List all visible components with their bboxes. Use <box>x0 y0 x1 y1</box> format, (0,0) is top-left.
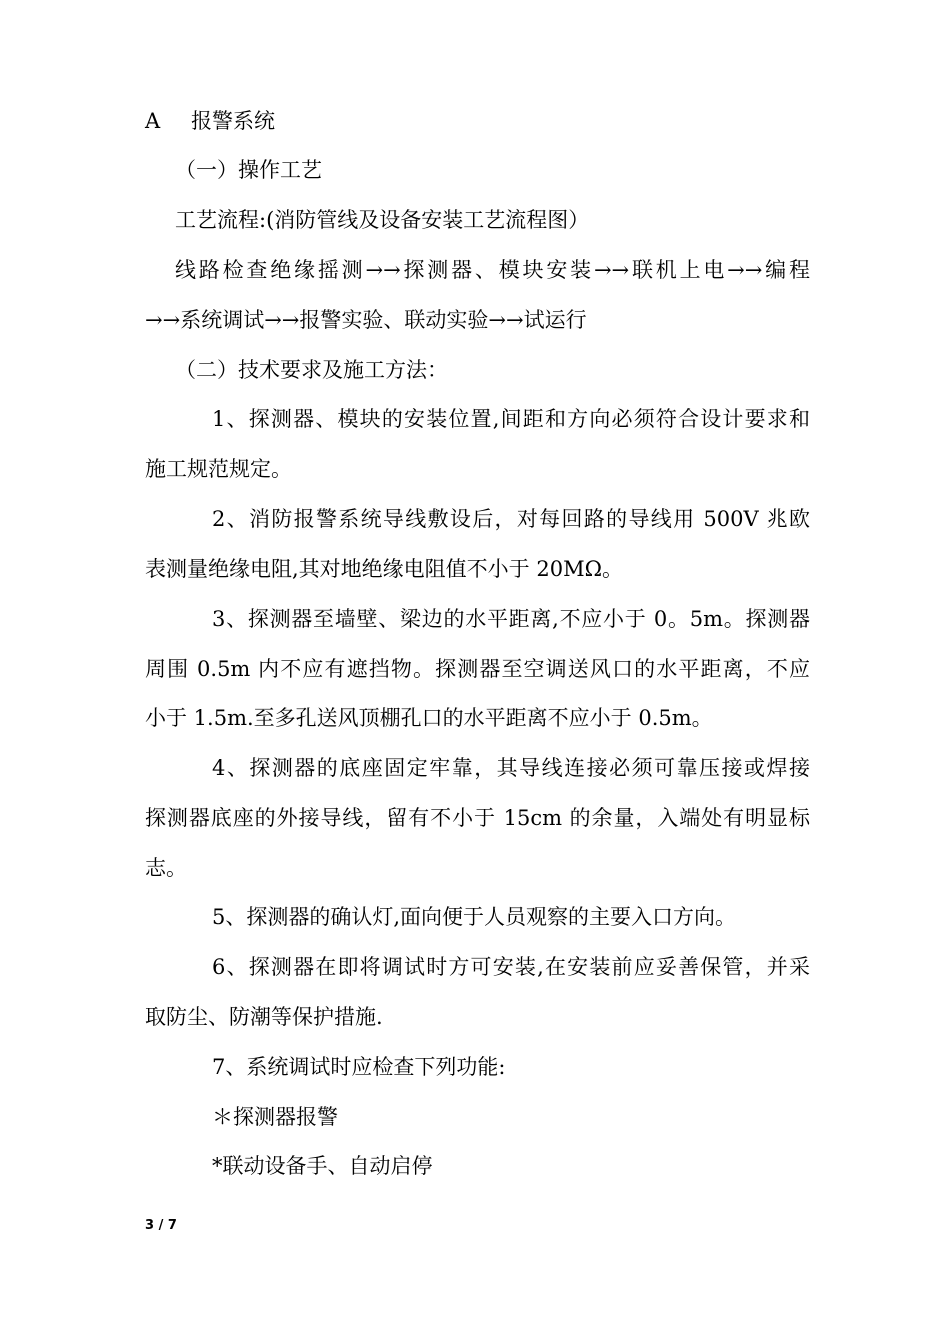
bullet-detector-alarm: ＊探测器报警 <box>212 1105 338 1129</box>
flow-line-1: 线路检查绝缘摇测→→探测器、模块安装→→联机上电→→编程 <box>175 258 810 282</box>
item-3-line-2: 周围 0.5m 内不应有遮挡物。探测器至空调送风口的水平距离，不应 <box>145 657 810 681</box>
item-7: 7、系统调试时应检查下列功能: <box>212 1055 506 1079</box>
flow-line-2: →→系统调试→→报警实验、联动实验→→试运行 <box>145 308 587 332</box>
item-4-line-3: 志。 <box>145 856 187 880</box>
page-number: 3 / 7 <box>145 1218 177 1233</box>
item-5: 5、探测器的确认灯,面向便于人员观察的主要入口方向。 <box>212 905 737 929</box>
item-1-line-1: 1、探测器、模块的安装位置,间距和方向必须符合设计要求和 <box>212 407 810 431</box>
section-letter: A <box>145 109 161 133</box>
item-3-line-1: 3、探测器至墙壁、梁边的水平距离,不应小于 0。5m。探测器 <box>212 607 810 631</box>
subsection-heading-operation: （一）操作工艺 <box>175 158 322 182</box>
item-4-line-1: 4、探测器的底座固定牢靠，其导线连接必须可靠压接或焊接 <box>212 756 810 780</box>
bullet-linkage-start-stop: *联动设备手、自动启停 <box>212 1154 433 1178</box>
section-heading <box>145 106 810 136</box>
section-title: 报警系统 <box>191 109 275 133</box>
item-1-line-2: 施工规范规定。 <box>145 457 292 481</box>
subsection-heading-technical: （二）技术要求及施工方法： <box>175 358 448 382</box>
item-2-line-1: 2、消防报警系统导线敷设后，对每回路的导线用 500V 兆欧 <box>212 507 810 531</box>
item-2-line-2: 表测量绝缘电阻,其对地绝缘电阻值不小于 20MΩ。 <box>145 557 623 581</box>
flow-label: 工艺流程:(消防管线及设备安装工艺流程图） <box>175 208 590 232</box>
item-6-line-2: 取防尘、防潮等保护措施. <box>145 1005 383 1029</box>
item-4-line-2: 探测器底座的外接导线，留有不小于 15cm 的余量，入端处有明显标 <box>145 806 810 830</box>
item-3-line-3: 小于 1.5m.至多孔送风顶棚孔口的水平距离不应小于 0.5m。 <box>145 706 713 730</box>
item-6-line-1: 6、探测器在即将调试时方可安装,在安装前应妥善保管，并采 <box>212 955 810 979</box>
